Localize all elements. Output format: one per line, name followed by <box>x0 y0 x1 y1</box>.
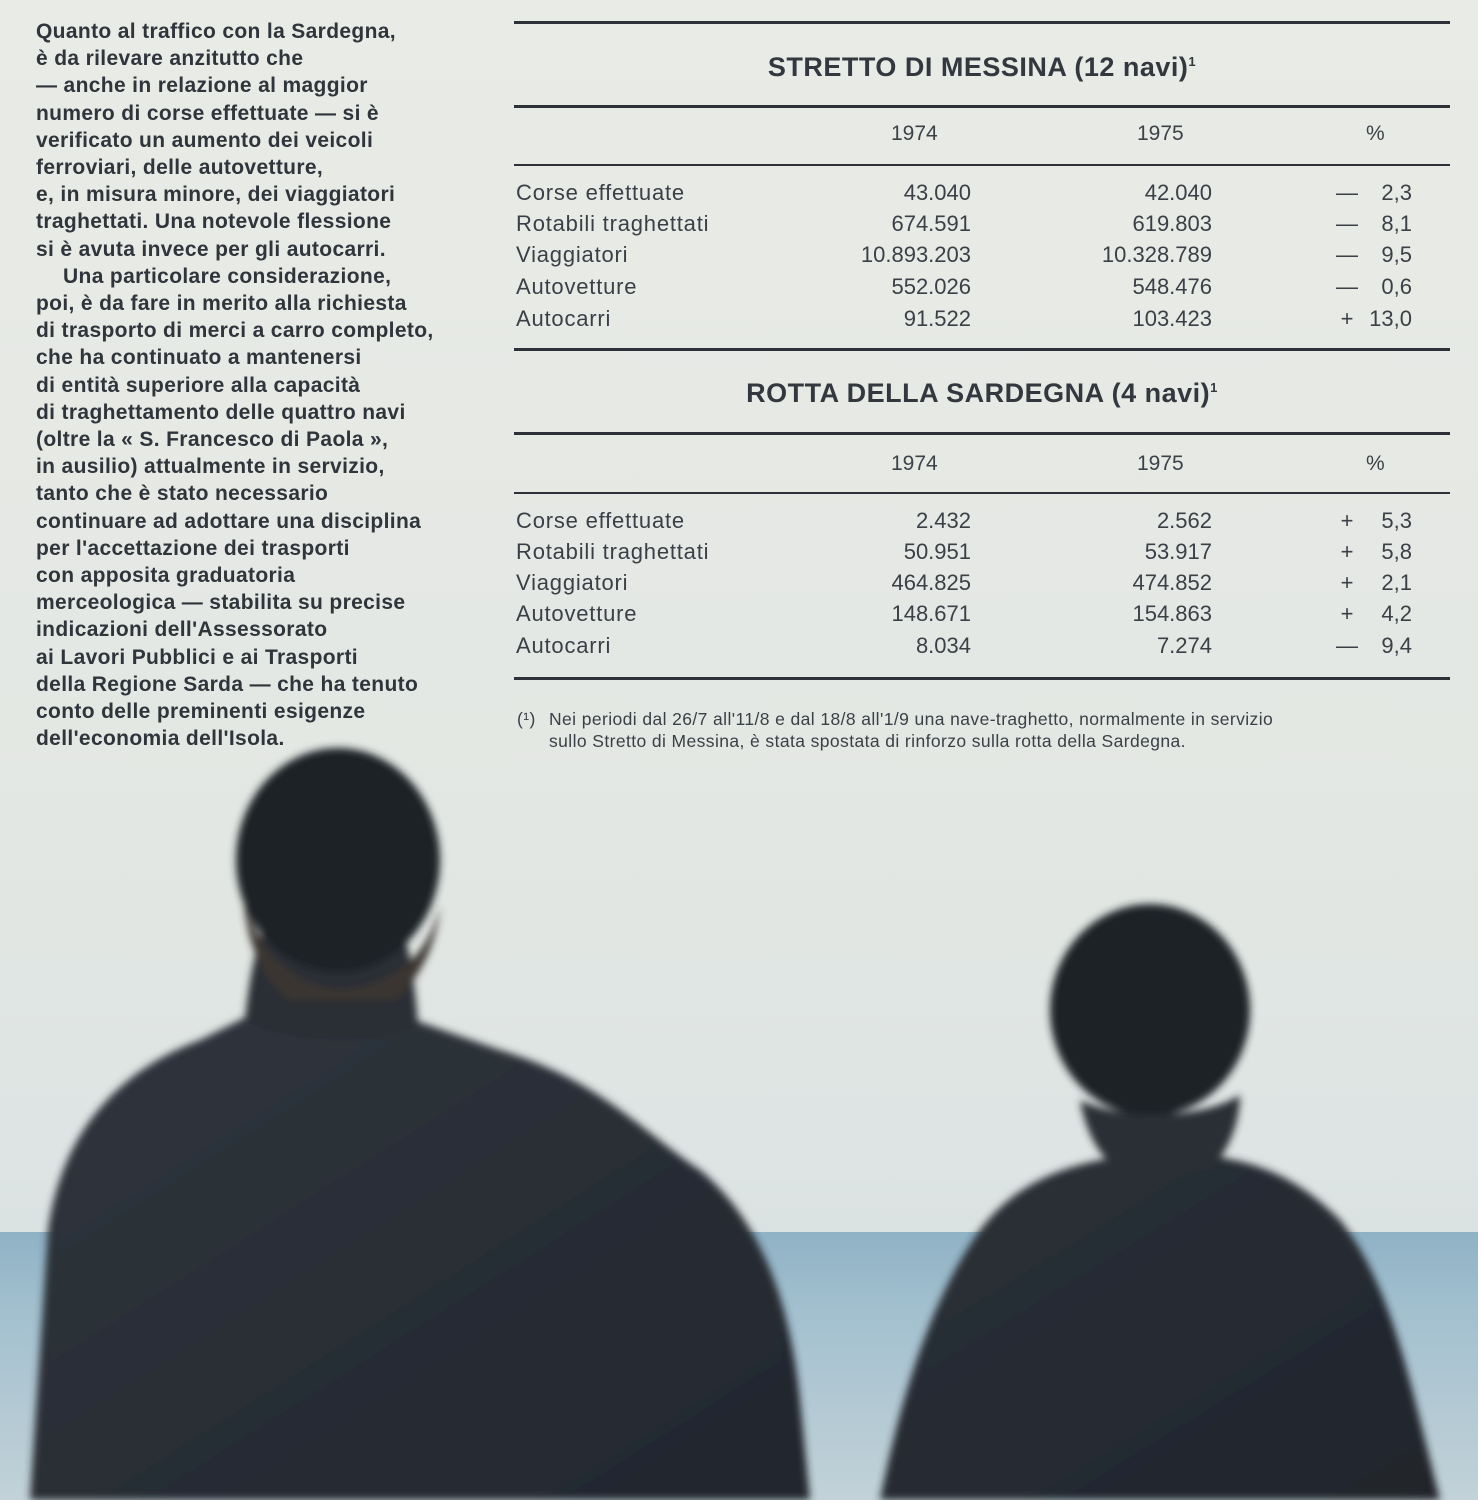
change-sign: + <box>1340 508 1354 533</box>
change-sign: + <box>1340 539 1354 564</box>
value-1974: 464.825 <box>891 570 971 595</box>
row-label: Rotabili traghettati <box>516 211 710 236</box>
row-label: Rotabili traghettati <box>516 539 710 564</box>
table-rule <box>514 432 1450 435</box>
table-rule <box>514 21 1450 24</box>
column-header-1974: 1974 <box>891 452 938 475</box>
table-row <box>514 306 1450 337</box>
change-percent: 8,1 <box>1381 211 1412 236</box>
footnote-text: Nei periodi dal 26/7 all'11/8 e dal 18/8 all'1/9 una nave-traghetto, normalmente in servizio sullo Stretto di Messina, è stata spostata di rinforzo sulla rotta della Sardegna. <box>549 709 1274 751</box>
change-sign: — <box>1336 211 1358 236</box>
right-man-silhouette <box>880 904 1440 1500</box>
row-label: Corse effettuate <box>516 508 685 533</box>
intro-paragraph-1: Quanto al traffico con la Sardegna, è da rilevare anzitutto che — anche in relazione al maggior numero di corse effettuate — si è verificato un aumento dei veicoli ferroviari, delle autovetture, e, in misura minore, dei viaggiatori traghettati. Una notevole flessione si è avuta invece per gli autocarri. <box>36 20 396 261</box>
change-sign: — <box>1336 242 1358 267</box>
value-1975: 154.863 <box>1132 601 1212 626</box>
value-1974: 552.026 <box>891 274 971 299</box>
value-1974: 2.432 <box>915 508 971 533</box>
table-rule <box>514 677 1450 680</box>
row-label: Autocarri <box>516 306 612 331</box>
row-label: Autocarri <box>516 633 612 658</box>
table-row <box>514 508 1450 539</box>
change-percent: 5,8 <box>1381 539 1412 564</box>
table-row <box>514 539 1450 570</box>
change-percent: 2,3 <box>1381 180 1412 205</box>
value-1975: 474.852 <box>1132 570 1212 595</box>
footnote-mark: (¹) <box>517 709 536 729</box>
change-percent: 2,1 <box>1381 570 1412 595</box>
value-1974: 10.893.203 <box>860 242 971 267</box>
footnote-ref: 1 <box>1188 54 1197 69</box>
table-rule <box>514 348 1450 351</box>
value-1975: 10.328.789 <box>1101 242 1212 267</box>
sardegna-table-title: ROTTA DELLA SARDEGNA (4 navi)$^1$ <box>746 378 1218 408</box>
column-header-1974: 1974 <box>891 122 938 145</box>
table-row <box>514 242 1450 273</box>
table-row <box>514 570 1450 601</box>
row-label: Autovetture <box>516 601 638 626</box>
column-header-1975: 1975 <box>1137 452 1184 475</box>
change-sign: + <box>1340 306 1354 331</box>
table-row <box>514 211 1450 242</box>
table-row <box>514 601 1450 632</box>
row-label: Autovetture <box>516 274 638 299</box>
change-sign: + <box>1340 570 1354 595</box>
table-rule <box>514 105 1450 108</box>
value-1975: 7.274 <box>1156 633 1212 658</box>
table-row <box>514 180 1450 211</box>
value-1975: 53.917 <box>1144 539 1212 564</box>
row-label: Viaggiatori <box>516 570 629 595</box>
value-1975: 42.040 <box>1144 180 1212 205</box>
table-row <box>514 633 1450 664</box>
value-1975: 2.562 <box>1156 508 1212 533</box>
left-man-silhouette <box>30 748 810 1500</box>
table-rule <box>514 492 1450 494</box>
value-1975: 103.423 <box>1132 306 1212 331</box>
value-1974: 8.034 <box>915 633 971 658</box>
value-1975: 548.476 <box>1132 274 1212 299</box>
value-1974: 91.522 <box>903 306 971 331</box>
change-sign: — <box>1336 633 1358 658</box>
intro-paragraph-2: Una particolare considerazione, poi, è da fare in merito alla richiesta di trasporto di merci a carro completo, che ha continuato a mantenersi di entità superiore alla capacità di traghettamento delle quattro navi (oltre la « S. Francesco di Paola », in ausilio) attualmente in servizio, tanto che è stato necessario continuare ad adottare una disciplina per l'accettazione dei trasporti con apposita graduatoria merceologica — stabilita su precise indicazioni dell'Assessorato ai Lavori Pubblici e ai Trasporti della Regione Sarda — che ha tenuto conto delle preminenti esigenze dell'economia dell'Isola. <box>36 264 434 751</box>
change-percent: 9,5 <box>1381 242 1412 267</box>
change-percent: 9,4 <box>1381 633 1412 658</box>
change-percent: 5,3 <box>1381 508 1412 533</box>
table-rule <box>514 164 1450 166</box>
column-header-percent: % <box>1366 122 1385 145</box>
footnote-ref: 1 <box>1210 380 1218 395</box>
intro-text <box>36 18 506 752</box>
table-row <box>514 274 1450 305</box>
change-percent: 0,6 <box>1381 274 1412 299</box>
value-1974: 148.671 <box>891 601 971 626</box>
messina-table-title: STRETTO DI MESSINA (12 navi)$^1$ <box>767 52 1197 82</box>
value-1974: 50.951 <box>903 539 971 564</box>
change-sign: — <box>1336 274 1358 299</box>
row-label: Viaggiatori <box>516 242 629 267</box>
column-header-1975: 1975 <box>1137 122 1184 145</box>
change-sign: + <box>1340 601 1354 626</box>
change-percent: 13,0 <box>1369 306 1412 331</box>
column-header-percent: % <box>1366 452 1385 475</box>
value-1974: 43.040 <box>903 180 971 205</box>
change-sign: — <box>1336 180 1358 205</box>
value-1974: 674.591 <box>891 211 971 236</box>
value-1975: 619.803 <box>1132 211 1212 236</box>
row-label: Corse effettuate <box>516 180 685 205</box>
change-percent: 4,2 <box>1381 601 1412 626</box>
